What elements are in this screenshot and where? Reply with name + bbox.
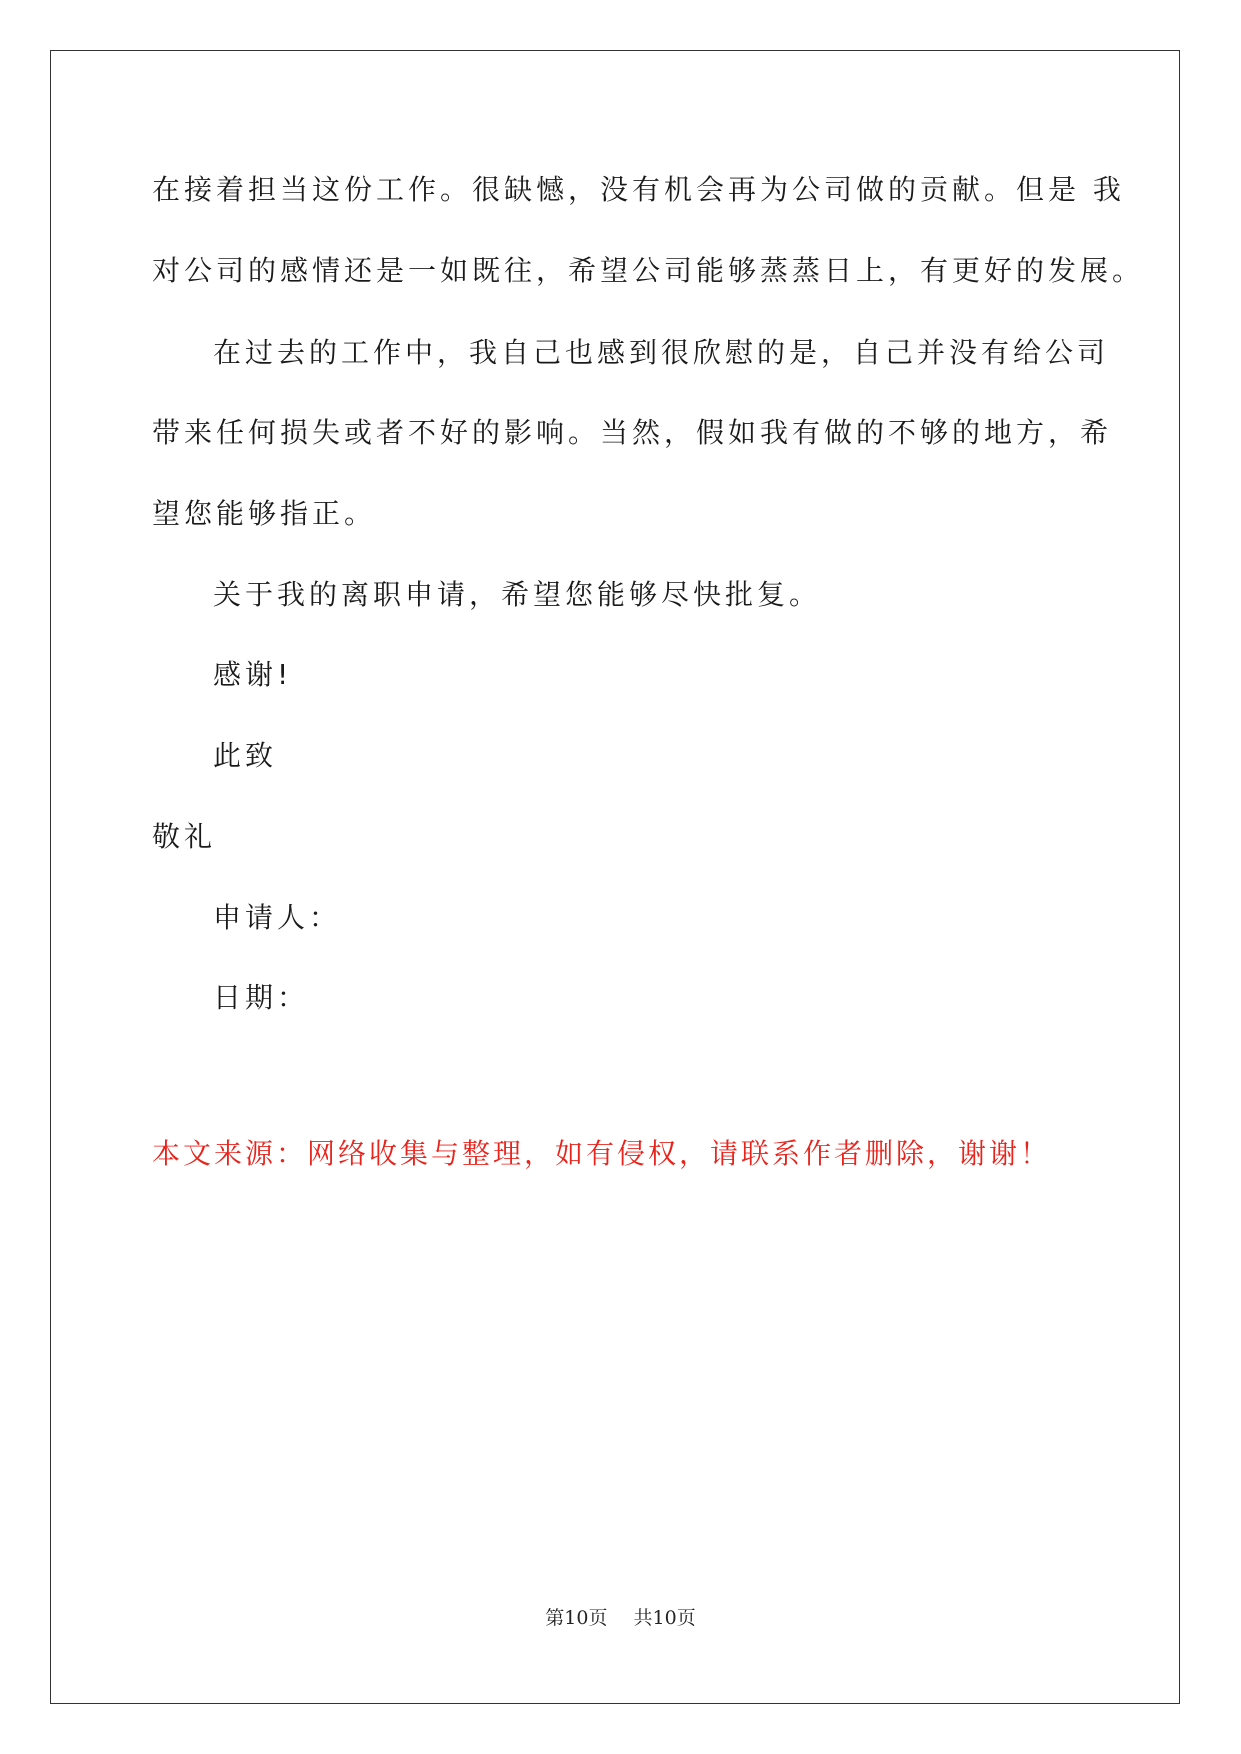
- page-footer: [0, 1606, 1241, 1630]
- page-frame: [50, 50, 1180, 1704]
- body-line-5: 望您能够指正。: [152, 497, 377, 530]
- date-line: 日期：: [213, 981, 310, 1014]
- source-note: 本文来源：网络收集与整理，如有侵权，请联系作者删除，谢谢！: [152, 1137, 1052, 1170]
- body-line-3: 在过去的工作中，我自己也感到很欣慰的是，自己并没有给公司: [213, 336, 1110, 369]
- applicant-line: 申请人：: [213, 901, 342, 934]
- closing-line: 此致: [213, 739, 278, 772]
- body-line-1: 在接着担当这份工作。很缺憾，没有机会再为公司做的贡献。但是 我: [152, 173, 1125, 206]
- page-number-total: 共10页: [633, 1607, 696, 1629]
- page-number-current: 第10页: [545, 1607, 608, 1629]
- body-line-2: 对公司的感情还是一如既往，希望公司能够蒸蒸日上，有更好的发展。: [152, 254, 1145, 287]
- body-line-6: 关于我的离职申请，希望您能够尽快批复。: [213, 578, 822, 611]
- salutation-line: 敬礼: [152, 820, 217, 853]
- body-line-4: 带来任何损失或者不好的影响。当然，假如我有做的不够的地方，希: [152, 416, 1113, 449]
- thanks-line: 感谢!: [213, 658, 293, 691]
